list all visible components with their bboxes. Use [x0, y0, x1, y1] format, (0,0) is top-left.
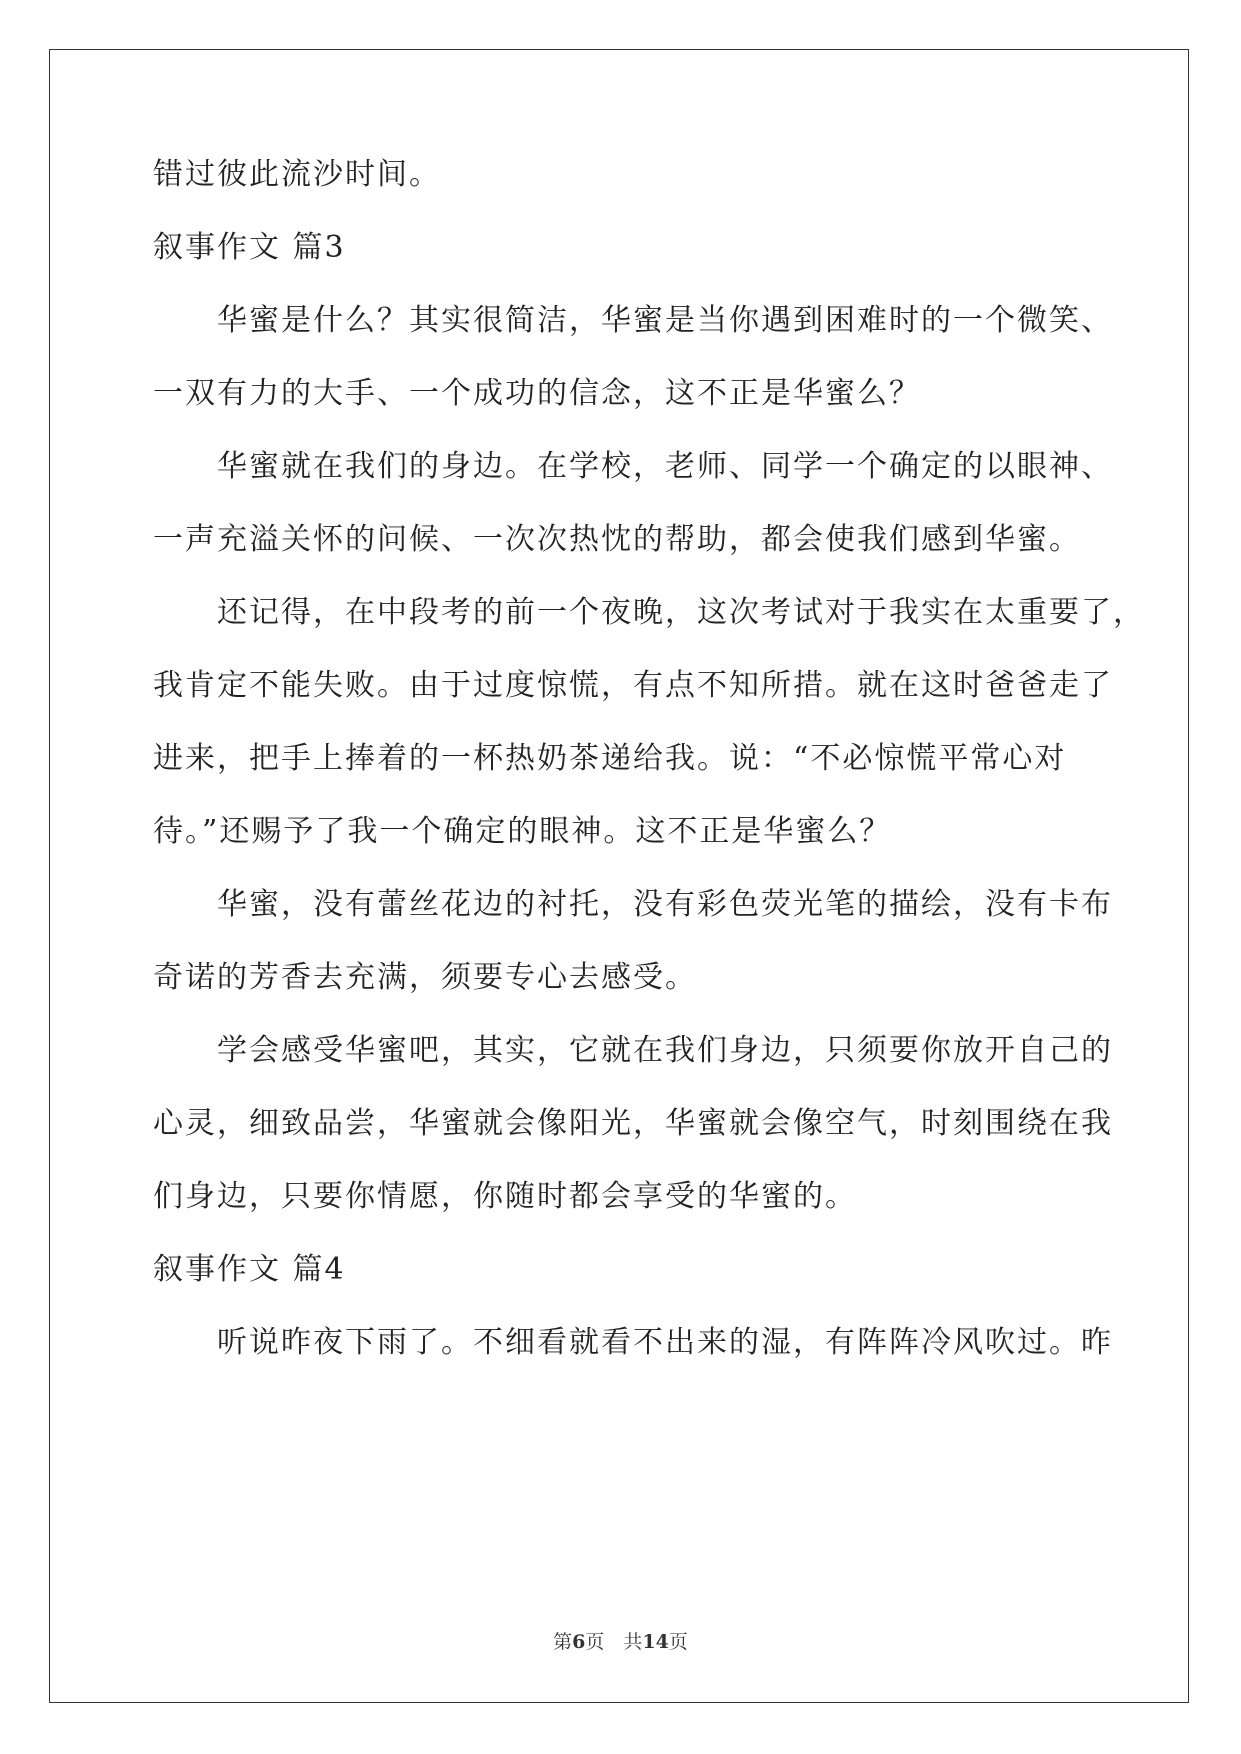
text-line: 奇诺的芳香去充满，须要专心去感受。: [153, 960, 697, 995]
page-footer: [0, 1627, 1241, 1654]
text-line: 待。”还赐予了我一个确定的眼神。这不正是华蜜么？: [153, 814, 892, 849]
text-line: 华蜜是什么？其实很简洁，华蜜是当你遇到困难时的一个微笑、: [217, 303, 1113, 338]
footer-mid: 页 共: [585, 1631, 643, 1653]
text-line: 华蜜就在我们的身边。在学校，老师、同学一个确定的以眼神、: [217, 449, 1113, 484]
text-line: 心灵，细致品尝，华蜜就会像阳光，华蜜就会像空气，时刻围绕在我: [153, 1106, 1113, 1141]
text-line: 华蜜，没有蕾丝花边的衬托，没有彩色荧光笔的描绘，没有卡布: [217, 887, 1113, 922]
text-line: 学会感受华蜜吧，其实，它就在我们身边，只须要你放开自己的: [217, 1033, 1113, 1068]
total-pages: 14: [642, 1631, 669, 1653]
text-line: 一声充溢关怀的问候、一次次热忱的帮助，都会使我们感到华蜜。: [153, 522, 1081, 557]
text-line: 我肯定不能失败。由于过度惊慌，有点不知所措。就在这时爸爸走了: [153, 668, 1113, 703]
text-line: 们身边，只要你情愿，你随时都会享受的华蜜的。: [153, 1179, 857, 1214]
section-heading: 叙事作文 篇3: [153, 230, 346, 265]
footer-suffix: 页: [668, 1631, 688, 1653]
footer-prefix: 第: [553, 1631, 573, 1653]
page-number: 6: [572, 1631, 586, 1653]
text-line: 听说昨夜下雨了。不细看就看不出来的湿，有阵阵冷风吹过。昨: [217, 1325, 1113, 1360]
text-line: 一双有力的大手、一个成功的信念，这不正是华蜜么？: [153, 376, 921, 411]
text-line: 进来，把手上捧着的一杯热奶茶递给我。说：“不必惊慌平常心对: [153, 741, 1067, 776]
section-heading: 叙事作文 篇4: [153, 1252, 346, 1287]
text-line: 错过彼此流沙时间。: [153, 157, 441, 192]
page-border: [49, 49, 1189, 1703]
text-line: 还记得，在中段考的前一个夜晚，这次考试对于我实在太重要了，: [217, 595, 1145, 630]
